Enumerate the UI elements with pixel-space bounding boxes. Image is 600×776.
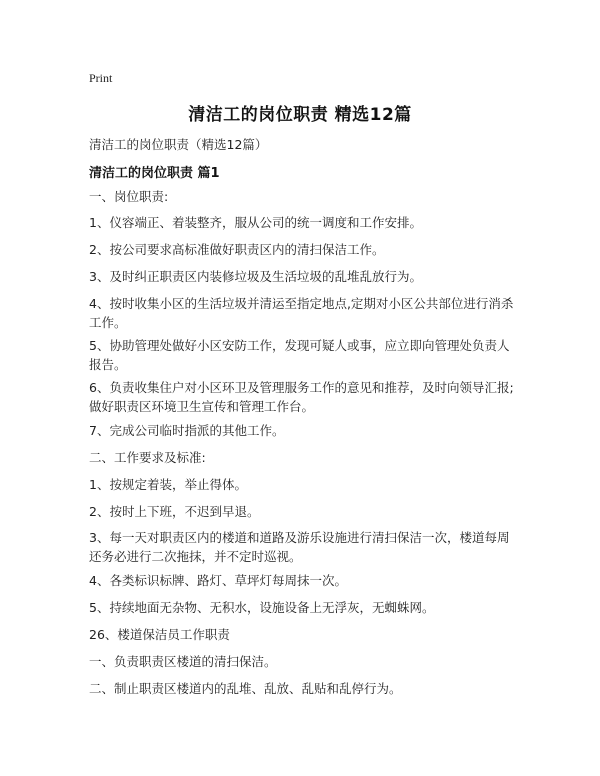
print-label[interactable]: Print: [89, 71, 113, 85]
paragraph-duty-2: 2、按公司要求高标准做好职责区内的清扫保洁工作。: [89, 242, 385, 257]
paragraph-requirement-4: 4、各类标识标牌、路灯、草坪灯每周抹一次。: [89, 573, 347, 588]
paragraph-duty-5: 5、协助管理处做好小区安防工作，发现可疑人或事，应立即向管理处负责人报告。: [89, 338, 510, 372]
paragraph-requirements-heading: 二、工作要求及标准:: [89, 450, 206, 465]
paragraph-duty-1: 1、仪容端正、着装整齐，服从公司的统一调度和工作安排。: [89, 215, 422, 230]
paragraph-stairwell-duty-2: 二、制止职责区楼道内的乱堆、乱放、乱贴和乱停行为。: [89, 681, 402, 696]
paragraph-requirement-1: 1、按规定着装，举止得体。: [89, 477, 247, 492]
paragraph-duty-6: 6、负责收集住户对小区环卫及管理服务工作的意见和推荐，及时向领导汇报;做好职责区环境卫生宣传和管理工作台。: [89, 380, 514, 414]
paragraph-stairwell-duty-1: 一、负责职责区楼道的清扫保洁。: [89, 654, 277, 669]
paragraph-stairwell-heading: 26、楼道保洁员工作职责: [89, 627, 230, 642]
paragraph-duty-3: 3、及时纠正职责区内装修垃圾及生活垃圾的乱堆乱放行为。: [89, 269, 422, 284]
paragraph-requirement-2: 2、按时上下班，不迟到早退。: [89, 504, 260, 519]
paragraph-requirement-5: 5、持续地面无杂物、无积水，设施设备上无浮灰，无蜘蛛网。: [89, 600, 435, 615]
paragraph-duty-4: 4、按时收集小区的生活垃圾并清运至指定地点,定期对小区公共部位进行消杀工作。: [89, 296, 514, 330]
paragraph-requirement-3: 3、每一天对职责区内的楼道和道路及游乐设施进行清扫保洁一次，楼道每周还务必进行二次拖抹，并不定时巡视。: [89, 530, 510, 564]
paragraph-duty-7: 7、完成公司临时指派的其他工作。: [89, 423, 285, 438]
paragraph-duties-heading: 一、岗位职责:: [89, 189, 169, 204]
page-title: 清洁工的岗位职责 精选12篇: [188, 105, 412, 125]
document-subtitle: 清洁工的岗位职责（精选12篇）: [89, 137, 268, 152]
section-heading: 清洁工的岗位职责 篇1: [89, 166, 220, 181]
